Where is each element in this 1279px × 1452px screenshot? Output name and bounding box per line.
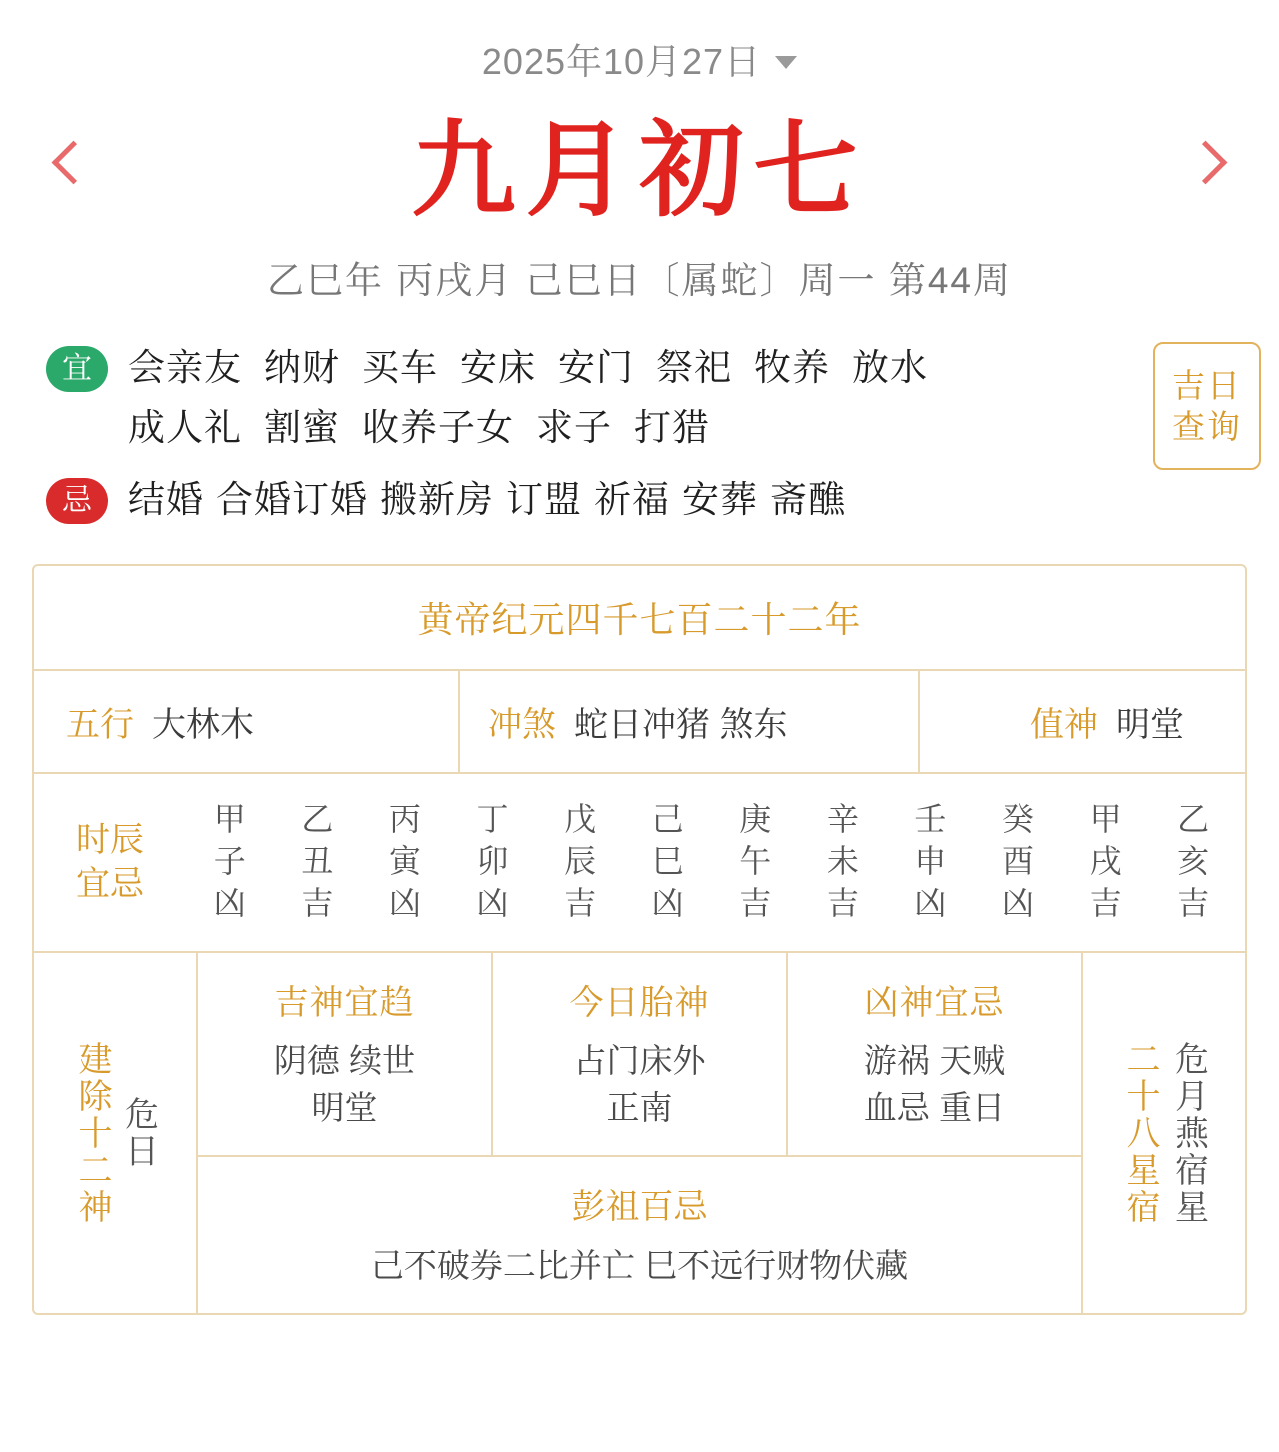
xiongshen-cell [786, 953, 1081, 1156]
jianchu-value: 危日 [119, 1096, 158, 1171]
lunar-hero [0, 108, 1279, 304]
jianchu-cell [34, 953, 198, 1314]
yi-item: 牧养 [754, 347, 830, 389]
date-selector[interactable] [0, 0, 1279, 85]
yi-item: 割蜜 [264, 407, 340, 449]
shichen-gan: 乙 [1177, 801, 1210, 837]
shichen-status: 吉 [564, 885, 597, 922]
lunar-date: 九月初七 [411, 108, 868, 231]
shichen-item [477, 798, 509, 925]
lucky-day-query-label-1: 吉日 [1172, 366, 1242, 404]
shichen-zhi: 未 [826, 843, 859, 880]
yi-item: 祭祀 [656, 347, 732, 389]
yi-item: 放水 [852, 347, 928, 389]
ji-item: 搬新房 [380, 479, 494, 521]
shichen-gan: 癸 [1001, 801, 1034, 837]
shichen-zhi: 午 [739, 843, 772, 880]
chevron-down-icon[interactable] [775, 56, 797, 69]
shichen-gan: 丁 [476, 801, 509, 837]
shichen-status: 凶 [1001, 885, 1034, 922]
yi-line-2 [128, 398, 1261, 458]
shichen-zhi: 酉 [1001, 843, 1034, 880]
wuxing-cell [34, 671, 460, 772]
gregorian-date: 2025年10月27日 [481, 41, 762, 82]
chevron-left-icon[interactable] [48, 137, 96, 185]
ji-item: 斋醮 [770, 479, 846, 521]
yi-item: 纳财 [264, 347, 340, 389]
shichen-status: 凶 [914, 885, 947, 922]
yi-item: 求子 [536, 407, 612, 449]
shichen-gan: 辛 [826, 801, 859, 837]
shichen-item [389, 798, 421, 925]
xiongshen-value-2: 血忌 重日 [863, 1088, 1006, 1126]
shichen-gan: 甲 [213, 801, 246, 837]
lucky-day-query-button[interactable] [1153, 342, 1261, 470]
ji-item: 安葬 [682, 479, 758, 521]
yi-badge: 宜 [46, 346, 108, 392]
yi-item: 安床 [460, 347, 536, 389]
ji-line-1 [128, 470, 1261, 530]
ji-items [108, 470, 1261, 530]
shichen-zhi: 卯 [476, 843, 509, 880]
shichen-zhi: 申 [914, 843, 947, 880]
yi-item: 收养子女 [362, 407, 514, 449]
ji-item: 合婚订婚 [216, 479, 368, 521]
shichen-gan: 戊 [564, 801, 597, 837]
shichen-status: 吉 [826, 885, 859, 922]
ji-item: 结婚 [128, 479, 204, 521]
pengzu-cell [198, 1157, 1081, 1313]
shichen-label [34, 774, 186, 951]
shichen-item [914, 798, 946, 925]
gods-row [34, 953, 1245, 1314]
shichen-zhi: 寅 [388, 843, 421, 880]
shichen-status: 凶 [213, 885, 246, 922]
pengzu-title: 彭祖百忌 [571, 1188, 708, 1227]
yi-line-1 [128, 338, 1261, 398]
pengzu-value: 己不破券二比并亡 巳不远行财物伏藏 [370, 1247, 909, 1285]
ji-item: 祈福 [594, 479, 670, 521]
shichen-status: 吉 [301, 885, 334, 922]
shichen-list [186, 774, 1245, 951]
chongsha-value: 蛇日冲猪 煞东 [574, 706, 788, 744]
yi-item: 安门 [558, 347, 634, 389]
jishen-value-1: 阴德 续世 [273, 1041, 416, 1079]
shichen-gan: 甲 [1089, 801, 1122, 837]
shichen-zhi: 巳 [651, 843, 684, 880]
shichen-gan: 乙 [301, 801, 334, 837]
shichen-status: 吉 [1089, 885, 1122, 922]
lucky-day-query-label-2: 查询 [1172, 408, 1242, 446]
chevron-right-icon[interactable] [1183, 137, 1231, 185]
shichen-status: 凶 [476, 885, 509, 922]
shichen-item [1090, 798, 1122, 925]
shichen-zhi: 亥 [1177, 843, 1210, 880]
wuxing-label: 五行 [66, 706, 134, 744]
taishen-title: 今日胎神 [569, 983, 710, 1022]
shichen-gan: 己 [651, 801, 684, 837]
ji-item: 订盟 [506, 479, 582, 521]
taishen-value-1: 占门床外 [573, 1041, 706, 1079]
shichen-zhi: 子 [213, 843, 246, 880]
jishen-value-2: 明堂 [311, 1088, 378, 1126]
zhishen-label: 值神 [1030, 706, 1098, 744]
yiji-section [0, 338, 1279, 530]
zhishen-value: 明堂 [1116, 706, 1184, 744]
yi-item: 成人礼 [128, 407, 242, 449]
chongsha-cell [460, 671, 920, 772]
jishen-title: 吉神宜趋 [274, 983, 415, 1022]
attributes-row [34, 671, 1245, 774]
xiongshen-title: 凶神宜忌 [864, 983, 1005, 1022]
shichen-status: 凶 [651, 885, 684, 922]
chongsha-label: 冲煞 [488, 706, 556, 744]
yi-item: 打猎 [634, 407, 710, 449]
gods-top-row [198, 953, 1081, 1158]
yi-items [108, 338, 1261, 458]
yi-row [46, 338, 1261, 458]
shichen-item [1002, 798, 1034, 925]
shichen-item [214, 798, 246, 925]
shichen-item [564, 798, 596, 925]
shichen-label-line-1: 时辰 [76, 821, 144, 860]
shichen-zhi: 丑 [301, 843, 334, 880]
taishen-cell [491, 953, 786, 1156]
shichen-item [301, 798, 333, 925]
shichen-zhi: 辰 [564, 843, 597, 880]
wuxing-value: 大林木 [152, 706, 254, 744]
shichen-gan: 庚 [739, 801, 772, 837]
shichen-status: 吉 [739, 885, 772, 922]
shichen-zhi: 戌 [1089, 843, 1122, 880]
xingxiu-value: 危月燕宿星 [1169, 1040, 1208, 1226]
gods-mid-column [198, 953, 1081, 1314]
shichen-row [34, 774, 1245, 953]
ji-row [46, 470, 1261, 530]
xiongshen-value-1: 游祸 天贼 [863, 1041, 1006, 1079]
jianchu-label: 建除十二神 [73, 1040, 111, 1226]
shichen-label-line-2: 宜忌 [76, 865, 144, 904]
almanac-panel [32, 564, 1247, 1315]
shichen-item [1177, 798, 1209, 925]
shichen-gan: 壬 [914, 801, 947, 837]
shichen-status: 凶 [388, 885, 421, 922]
xingxiu-cell [1081, 953, 1245, 1314]
ganzhi-line: 乙巳年 丙戌月 己巳日〔属蛇〕周一 第44周 [267, 260, 1012, 302]
yi-item: 买车 [362, 347, 438, 389]
shichen-gan: 丙 [388, 801, 421, 837]
jishen-cell [198, 953, 491, 1156]
shichen-item [827, 798, 859, 925]
ji-badge: 忌 [46, 478, 108, 524]
zhishen-cell [920, 671, 1245, 772]
shichen-item [739, 798, 771, 925]
shichen-status: 吉 [1177, 885, 1210, 922]
shichen-item [652, 798, 684, 925]
yi-item: 会亲友 [128, 347, 242, 389]
taishen-value-2: 正南 [606, 1088, 673, 1126]
xingxiu-label: 二十八星宿 [1121, 1040, 1159, 1226]
panel-title: 黄帝纪元四千七百二十二年 [34, 566, 1245, 671]
